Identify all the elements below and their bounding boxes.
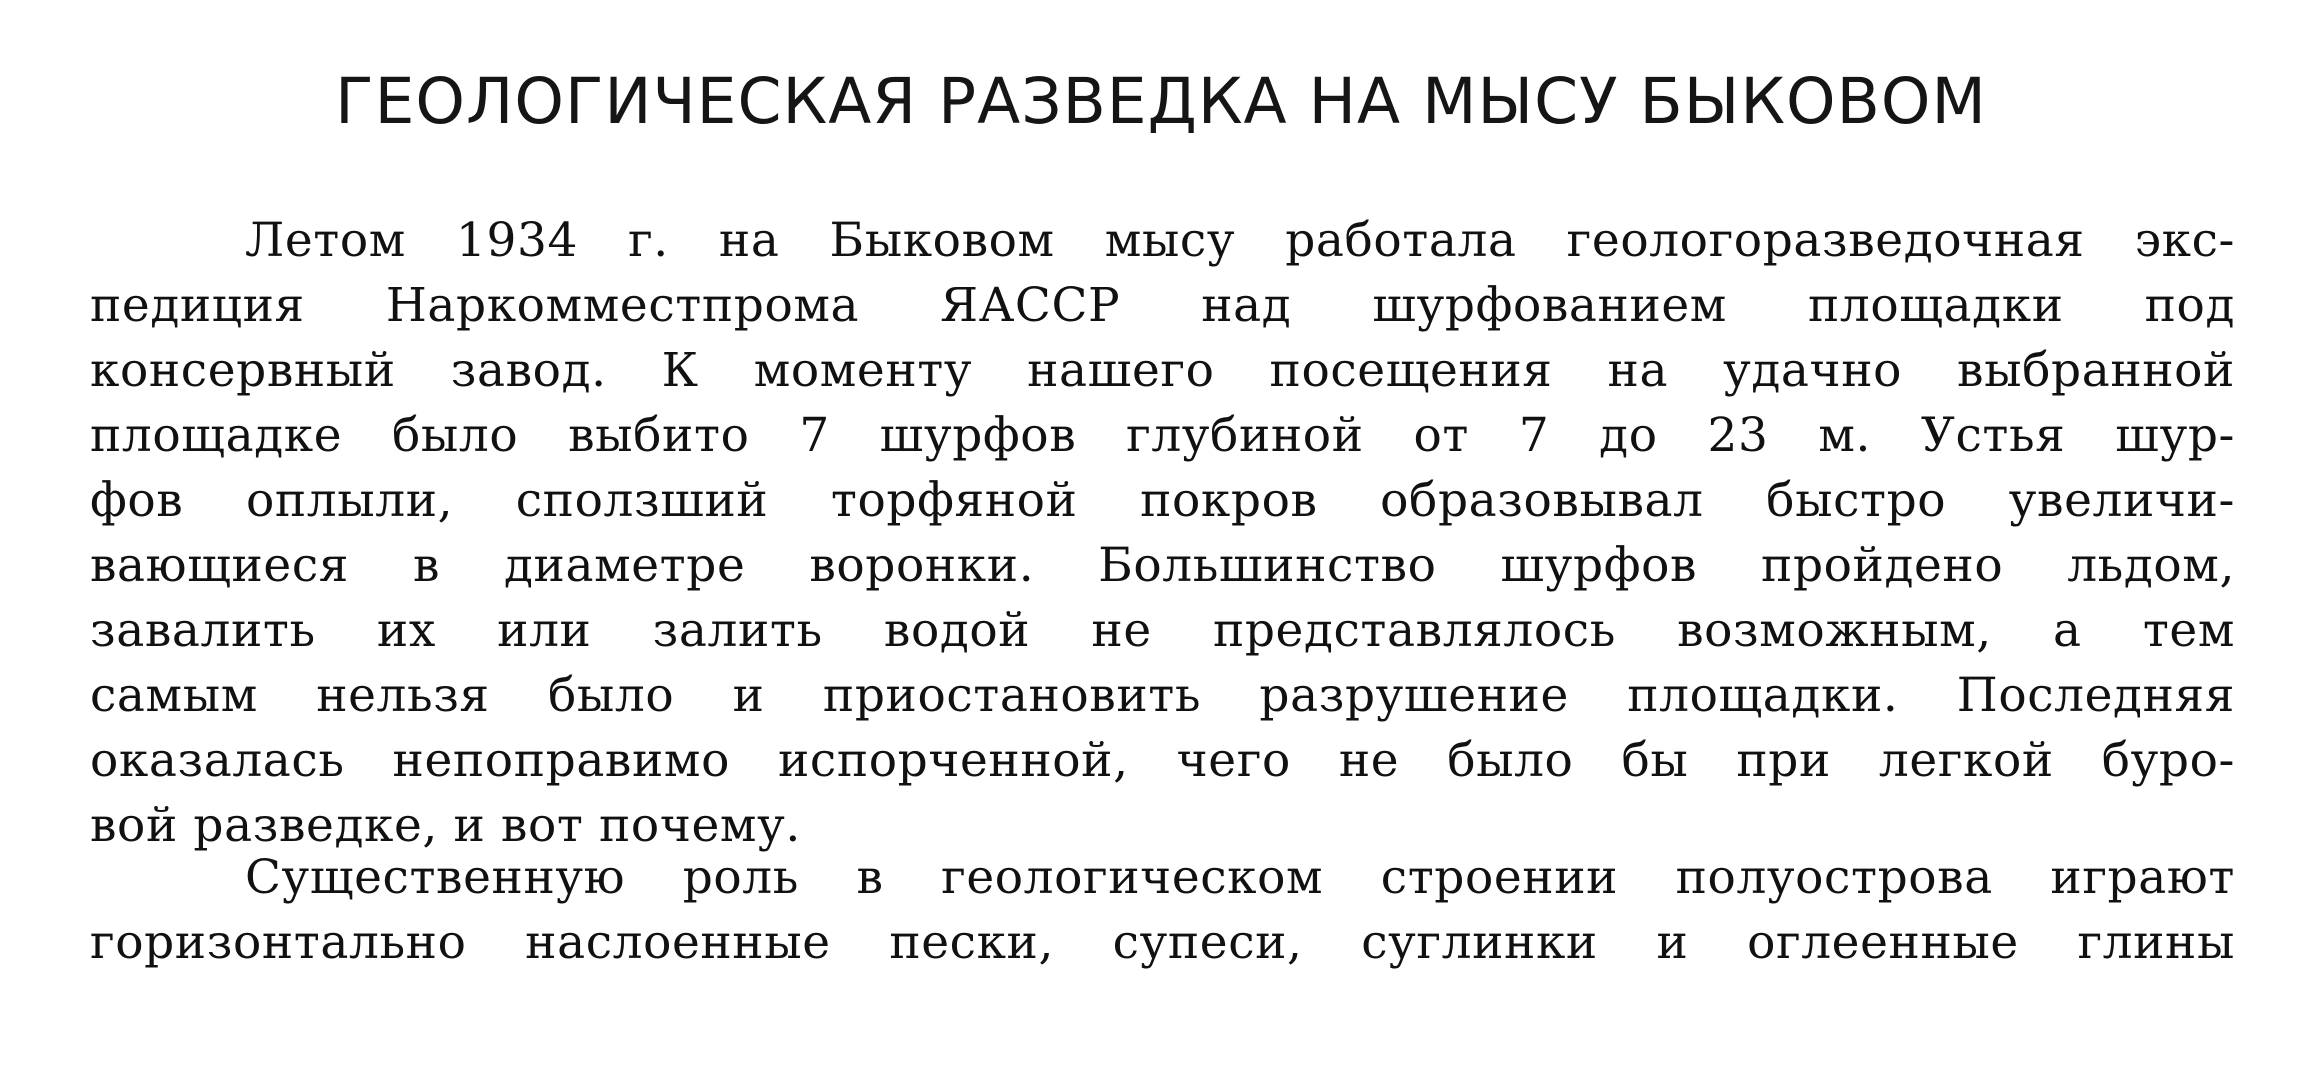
text-line: завалить их или залить водой не представлялось возможным, а тем	[90, 603, 2235, 658]
document-title: ГЕОЛОГИЧЕСКАЯ РАЗВЕДКА НА МЫСУ БЫКОВОМ	[335, 65, 1987, 138]
text-line: оказалась непоправимо испорченной, чего не было бы при легкой буро-	[90, 733, 2235, 788]
paragraph-1	[90, 208, 2235, 858]
text-line: Существенную роль в геологическом строении полуострова играют	[245, 850, 2235, 905]
text-line: консервный завод. К моменту нашего посещения на удачно выбранной	[90, 343, 2235, 398]
text-line: Летом 1934 г. на Быковом мысу работала геологоразведочная экс-	[245, 213, 2235, 268]
text-line: педиция Наркомместпрома ЯАССР над шурфованием площадки под	[90, 278, 2235, 333]
text-line: вой разведке, и вот почему.	[90, 798, 801, 853]
text-line: фов оплыли, сползший торфяной покров образовывал быстро увеличи-	[90, 473, 2235, 528]
text-line: площадке было выбито 7 шурфов глубиной от 7 до 23 м. Устья шур-	[90, 408, 2235, 463]
text-line: вающиеся в диаметре воронки. Большинство шурфов пройдено льдом,	[90, 538, 2235, 593]
text-line: самым нельзя было и приостановить разрушение площадки. Последняя	[90, 668, 2235, 723]
paragraph-2	[90, 845, 2235, 975]
text-line: горизонтально наслоенные пески, супеси, суглинки и оглеенные глины	[90, 915, 2235, 970]
